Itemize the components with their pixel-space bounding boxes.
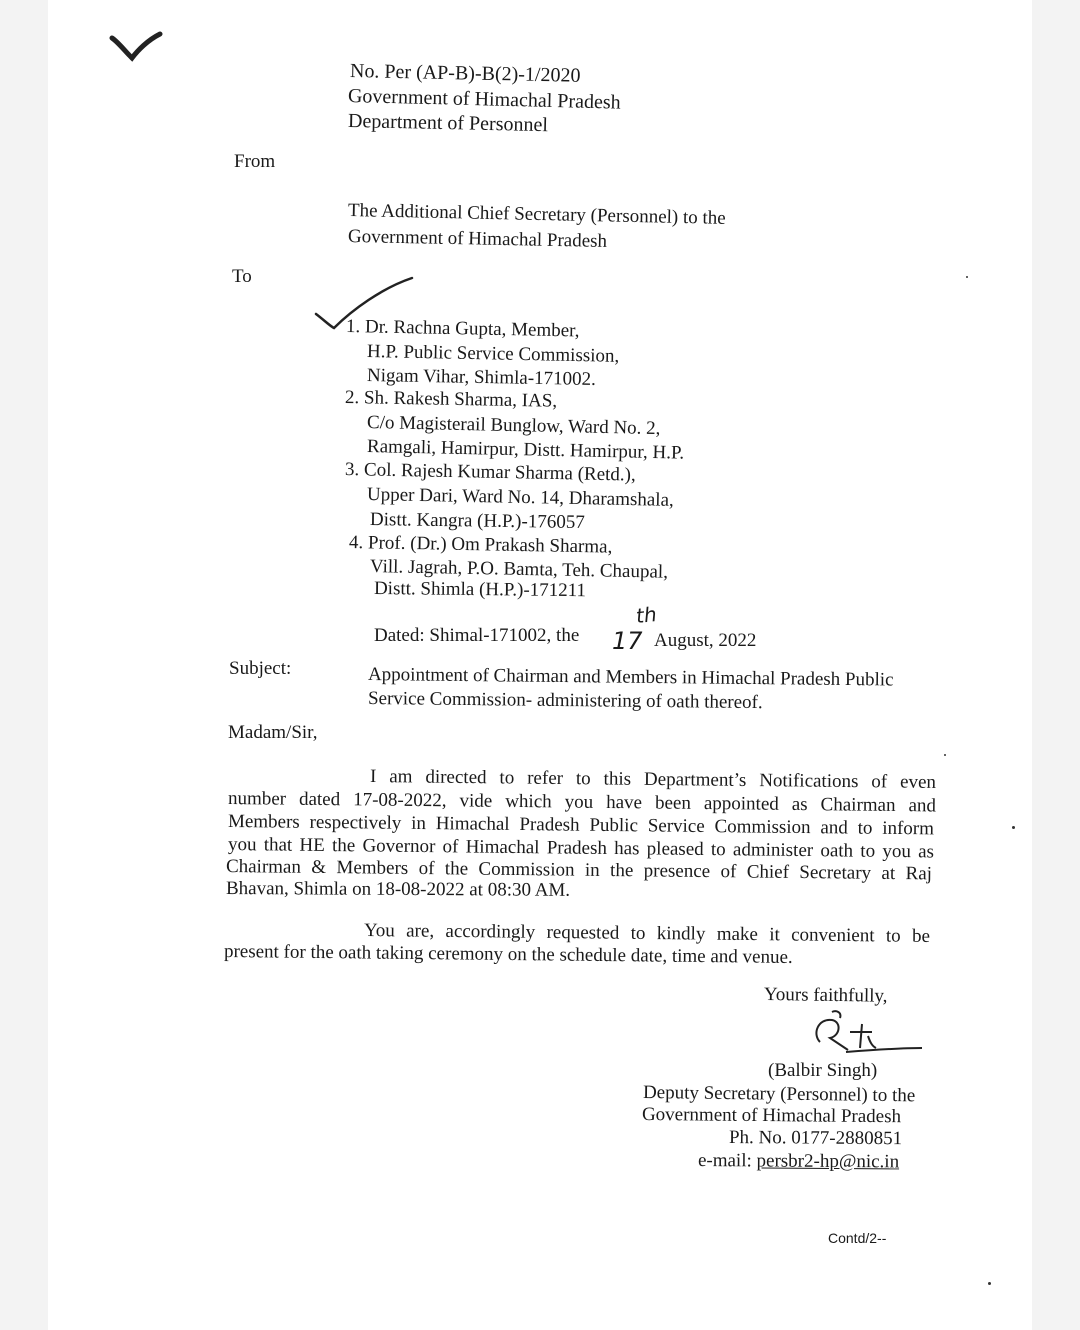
signatory-designation: Deputy Secretary (Personnel) to the [642, 1082, 916, 1107]
header-department: Department of Personnel [347, 110, 549, 137]
continued-note: Contd/2-- [828, 1230, 887, 1246]
scan-speck [988, 1282, 991, 1285]
yours-faithfully: Yours faithfully, [763, 984, 888, 1007]
para1-line4: you that HE the Governor of Himachal Pradesh has pleased to administer oath to you as [227, 834, 935, 863]
from-line1: The Additional Chief Secretary (Personnel) to the [347, 200, 726, 229]
para1-line2: number dated 17-08-2022, vide which you have been appointed as Chairman and [227, 788, 937, 817]
recipient-1-line3: Nigam Vihar, Shimla-171002. [366, 365, 597, 390]
header-government: Government of Himachal Pradesh [347, 85, 621, 114]
scan-speck [966, 276, 968, 278]
subject-label: Subject: [229, 658, 292, 679]
subject-line2: Service Commission- administering of oath thereof. [367, 688, 763, 714]
dated-day: 17 [612, 627, 643, 655]
signatory-email-row [698, 1150, 899, 1173]
tick-mark-icon [108, 30, 164, 64]
signature-image [806, 1008, 926, 1060]
para1-line1: I am directed to refer to this Department’s Notifications of even [369, 766, 937, 793]
para1-line3: Members respectively in Himachal Pradesh Public Service Commission and to inform [227, 811, 935, 840]
para1-line6: Bhavan, Shimla on 18-08-2022 at 08:30 AM. [225, 878, 571, 901]
para2-line1: You are, accordingly requested to kindly make it convenient to be [363, 920, 931, 947]
recipient-2-line1: 2. Sh. Rakesh Sharma, IAS, [344, 387, 558, 412]
para1-line5: Chairman & Members of the Commission in the presence of Chief Secretary at Raj [225, 856, 933, 885]
salutation: Madam/Sir, [228, 722, 318, 743]
signatory-name: (Balbir Singh) [768, 1060, 878, 1081]
para2-line2: present for the oath taking ceremony on the schedule date, time and venue. [223, 941, 793, 968]
signatory-phone: Ph. No. 0177-2880851 [728, 1127, 903, 1150]
scan-speck [1012, 826, 1015, 829]
dated-day-suffix: th [634, 601, 658, 629]
recipient-4-line2: Vill. Jagrah, P.O. Bamta, Teh. Chaupal, [369, 556, 669, 583]
recipient-1-line2: H.P. Public Service Commission, [366, 341, 620, 367]
scan-speck [944, 754, 946, 756]
recipient-3-line3: Distt. Kangra (H.P.)-176057 [369, 509, 585, 533]
recipient-2-line2: C/o Magisterail Bunglow, Ward No. 2, [366, 412, 661, 440]
email-label: e-mail: [697, 1150, 752, 1172]
subject-line1: Appointment of Chairman and Members in Himachal Pradesh Public [367, 664, 894, 691]
recipient-3-line1: 3. Col. Rajesh Kumar Sharma (Retd.), [344, 459, 636, 486]
dated-month-year: August, 2022 [654, 630, 757, 651]
dated-prefix: Dated: Shimal-171002, the [374, 625, 580, 646]
from-label: From [234, 151, 276, 172]
recipient-2-line3: Ramgali, Hamirpur, Distt. Hamirpur, H.P. [366, 436, 685, 464]
file-number: No. Per (AP-B)-B(2)-1/2020 [349, 60, 581, 87]
signatory-government: Government of Himachal Pradesh [641, 1104, 902, 1128]
recipient-4-line1: 4. Prof. (Dr.) Om Prakash Sharma, [348, 532, 613, 558]
recipient-4-line3: Distt. Shimla (H.P.)-171211 [373, 578, 587, 602]
recipient-3-line2: Upper Dari, Ward No. 14, Dharamshala, [366, 484, 674, 511]
email-link[interactable]: persbr2-hp@nic.in [756, 1150, 900, 1173]
to-label: To [232, 266, 252, 287]
from-line2: Government of Himachal Pradesh [347, 226, 608, 252]
recipient-1-line1: 1. Dr. Rachna Gupta, Member, [345, 316, 580, 342]
